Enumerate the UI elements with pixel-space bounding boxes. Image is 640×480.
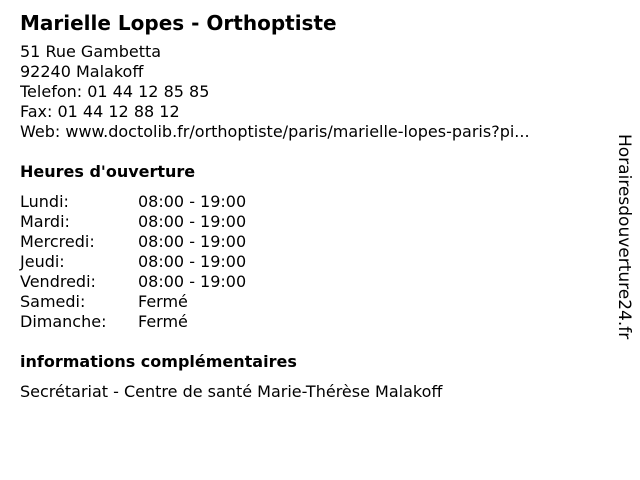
day-label: Mardi:	[20, 212, 70, 231]
additional-info-text: Secrétariat - Centre de santé Marie-Thérèse Malakoff	[20, 382, 443, 401]
hours-value: 08:00 - 19:00	[138, 232, 247, 251]
hours-value: 08:00 - 19:00	[138, 252, 247, 271]
day-label: Dimanche:	[20, 312, 107, 331]
hours-row-wednesday	[20, 232, 600, 252]
opening-hours-heading: Heures d'ouverture	[20, 162, 196, 181]
hours-value: Fermé	[138, 312, 188, 331]
hours-value: 08:00 - 19:00	[138, 192, 247, 211]
hours-row-saturday	[20, 292, 600, 312]
additional-info-heading: informations complémentaires	[20, 352, 297, 371]
day-label: Mercredi:	[20, 232, 95, 251]
hours-row-thursday	[20, 252, 600, 272]
hours-row-sunday	[20, 312, 600, 332]
city-postal-code: 92240 Malakoff	[20, 62, 144, 81]
page-title: Marielle Lopes - Orthoptiste	[20, 11, 337, 35]
day-label: Jeudi:	[20, 252, 65, 271]
hours-value: Fermé	[138, 292, 188, 311]
street-address: 51 Rue Gambetta	[20, 42, 162, 61]
hours-row-monday	[20, 192, 600, 212]
fax-number: Fax: 01 44 12 88 12	[20, 102, 180, 121]
day-label: Lundi:	[20, 192, 69, 211]
address-block	[20, 42, 600, 142]
hours-value: 08:00 - 19:00	[138, 212, 247, 231]
site-watermark: Horairesdouverture24.fr	[614, 134, 634, 340]
hours-value: 08:00 - 19:00	[138, 272, 247, 291]
practitioner-card	[20, 10, 600, 402]
hours-row-friday	[20, 272, 600, 292]
opening-hours-table	[20, 192, 600, 332]
phone-number[interactable]: Telefon: 01 44 12 85 85	[20, 82, 210, 101]
hours-row-tuesday	[20, 212, 600, 232]
day-label: Vendredi:	[20, 272, 96, 291]
day-label: Samedi:	[20, 292, 86, 311]
website-link[interactable]: Web: www.doctolib.fr/orthoptiste/paris/marielle-lopes-paris?pi...	[20, 122, 530, 141]
